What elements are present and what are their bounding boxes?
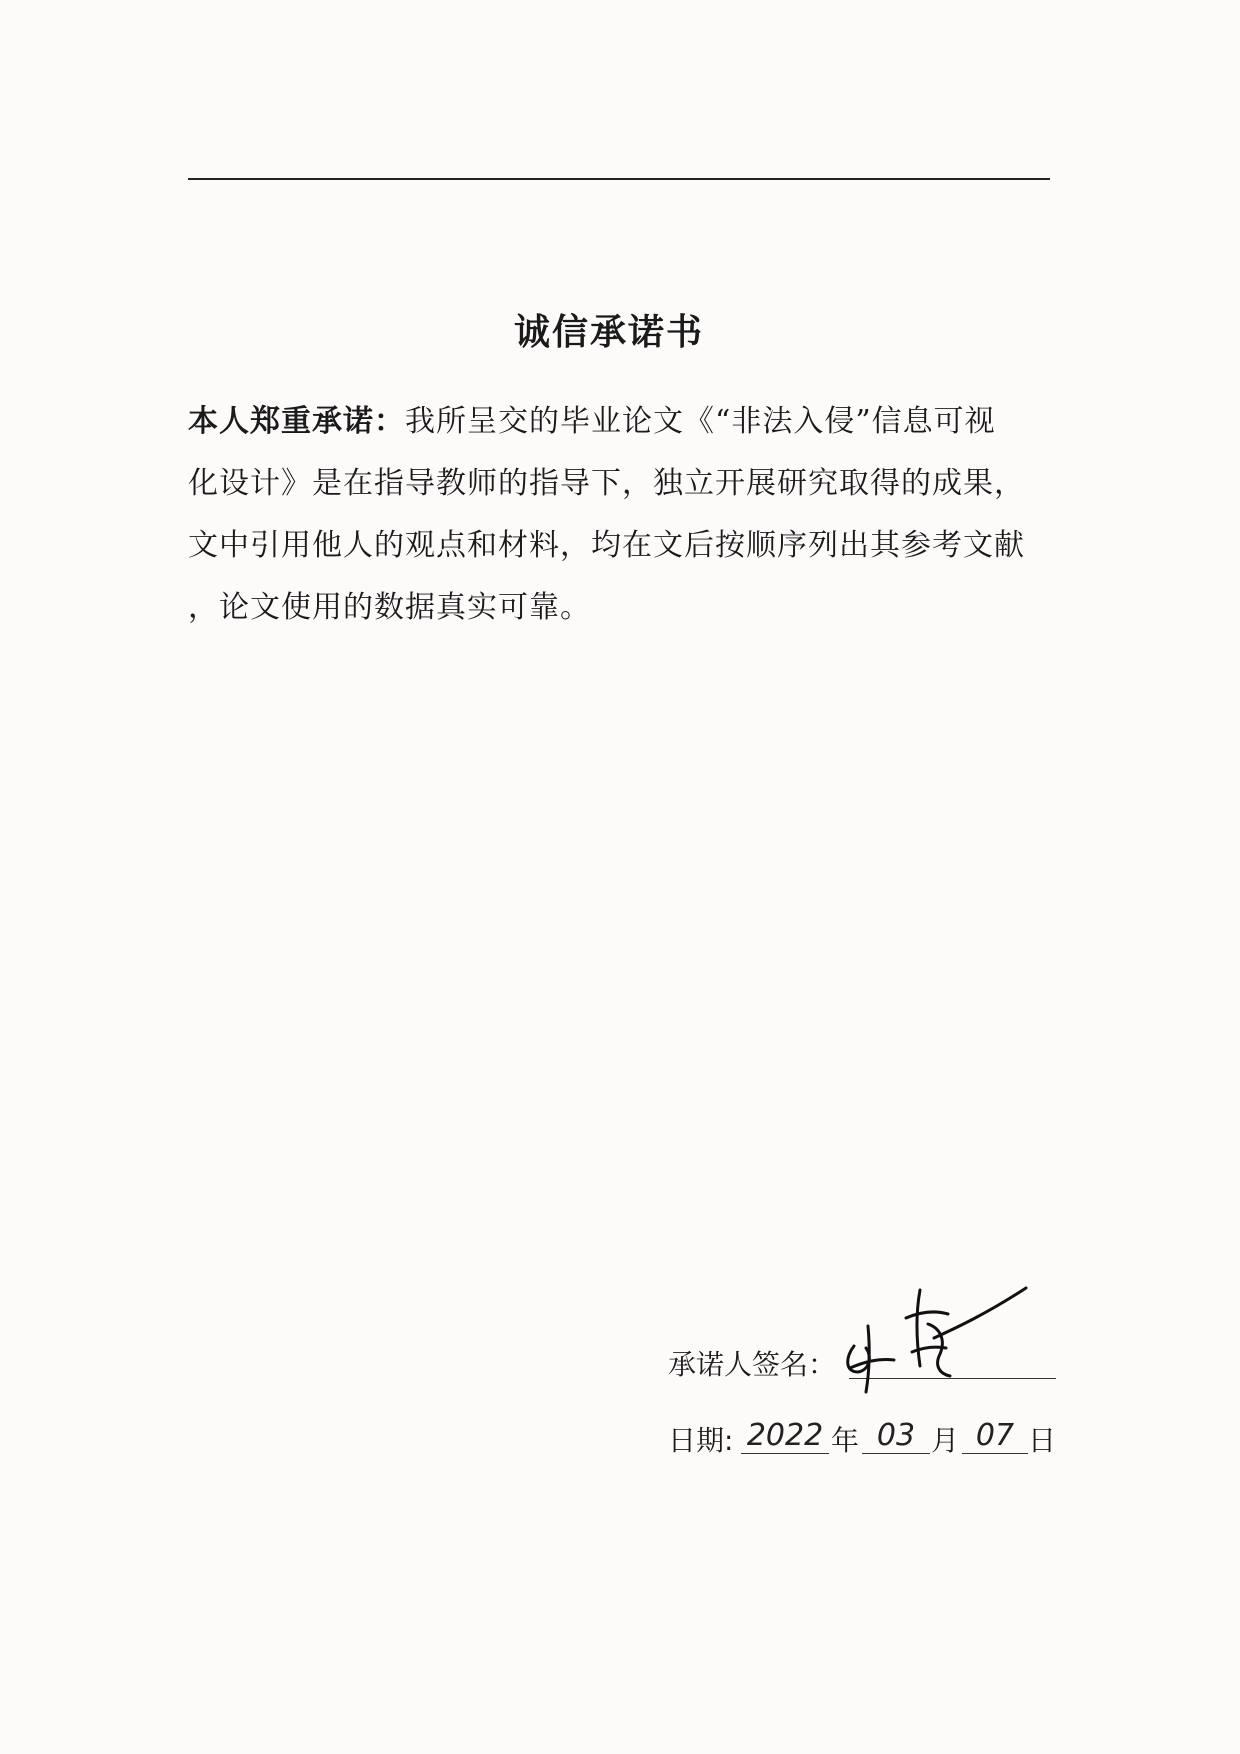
date-day-unit: 日 [1028, 1424, 1057, 1457]
date-month: 03 [862, 1419, 930, 1454]
handwritten-signature [836, 1268, 1046, 1398]
body-line-3: 文中引用他人的观点和材料，均在文后按顺序列出其参考文献 [188, 528, 1025, 563]
date-year-unit: 年 [831, 1424, 860, 1457]
body-line-4: ，论文使用的数据真实可靠。 [188, 590, 591, 625]
body-line-1 [188, 391, 1050, 453]
date-label: 日期: [668, 1424, 734, 1457]
date-day: 07 [962, 1419, 1028, 1454]
date-month-unit: 月 [931, 1424, 960, 1457]
header-rule [188, 178, 1050, 180]
pledge-body [188, 391, 1050, 639]
body-line-2: 化设计》是在指导教师的指导下，独立开展研究取得的成果， [188, 466, 1025, 501]
body-line-1-text: 我所呈交的毕业论文《“非法入侵”信息可视 [405, 404, 996, 439]
document-title: 诚信承诺书 [513, 311, 704, 353]
date-year: 2022 [741, 1419, 829, 1454]
pledge-lead: 本人郑重承诺： [188, 404, 405, 439]
signature-label: 承诺人签名： [668, 1348, 837, 1381]
